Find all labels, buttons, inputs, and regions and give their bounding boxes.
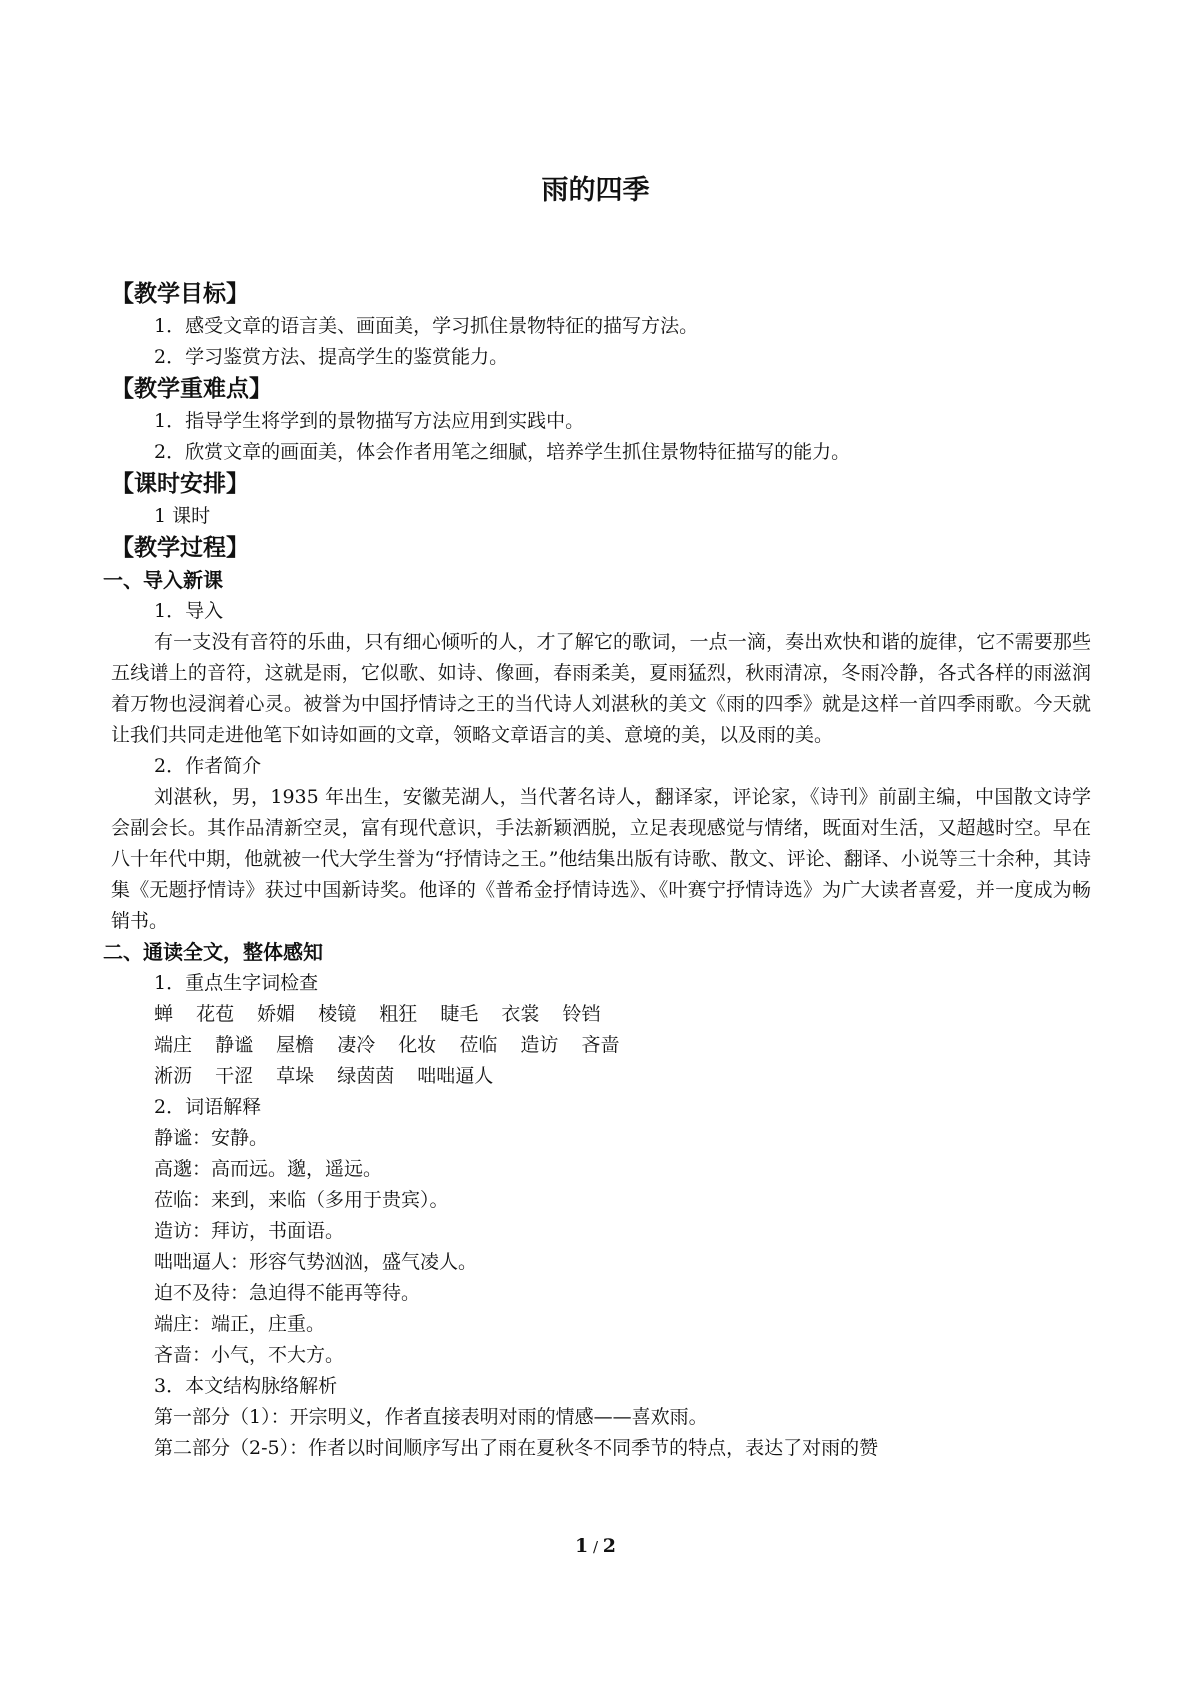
definition-item: 高邈：高而远。邈，遥远。 [154, 1158, 383, 1180]
vocab-word: 干涩 [215, 1065, 254, 1087]
intro-subheading: 1．导入 [154, 600, 224, 622]
vocab-word: 铃铛 [562, 1003, 601, 1025]
definition-item: 迫不及待：急迫得不能再等待。 [154, 1282, 421, 1304]
page-title: 雨的四季 [541, 175, 650, 206]
goals-heading: 【教学目标】 [111, 281, 249, 307]
vocab-word: 静谧 [215, 1034, 254, 1056]
goal-item: 1．感受文章的语言美、画面美，学习抓住景物特征的描写方法。 [154, 315, 699, 337]
word-row [111, 1030, 1091, 1061]
document-body [103, 278, 1091, 1464]
key-point-item: 2．欣赏文章的画面美，体会作者用笔之细腻，培养学生抓住景物特征描写的能力。 [154, 441, 851, 463]
structure-item: 第一部分（1）：开宗明义，作者直接表明对雨的情感——喜欢雨。 [154, 1406, 708, 1428]
word-row [111, 1061, 1091, 1092]
page-separator: / [588, 1538, 603, 1556]
vocab-word: 衣裳 [501, 1003, 540, 1025]
page-current: 1 [574, 1535, 589, 1557]
vocab-word: 咄咄逼人 [417, 1065, 494, 1087]
structure-subheading: 3．本文结构脉络解析 [154, 1375, 338, 1397]
part1-heading: 一、导入新课 [103, 568, 223, 592]
author-subheading: 2．作者简介 [154, 755, 262, 777]
goal-item: 2．学习鉴赏方法、提高学生的鉴赏能力。 [154, 346, 509, 368]
vocab-word: 棱镜 [318, 1003, 357, 1025]
definition-item: 端庄：端正，庄重。 [154, 1313, 326, 1335]
word-row [111, 999, 1091, 1030]
vocab-word: 娇媚 [257, 1003, 296, 1025]
vocab-word: 蝉 [154, 1003, 174, 1025]
vocab-word: 绿茵茵 [337, 1065, 395, 1087]
part2-heading: 二、通读全文，整体感知 [103, 940, 323, 964]
vocab-word: 端庄 [154, 1034, 193, 1056]
vocab-subheading: 1．重点生字词检查 [154, 972, 319, 994]
page-number [0, 1535, 1191, 1557]
vocab-word: 屋檐 [276, 1034, 315, 1056]
schedule-heading: 【课时安排】 [111, 471, 249, 497]
vocab-word: 草垛 [276, 1065, 315, 1087]
vocab-word: 粗狂 [379, 1003, 418, 1025]
definition-item: 造访：拜访，书面语。 [154, 1220, 345, 1242]
vocab-word: 花苞 [196, 1003, 235, 1025]
vocab-word: 淅沥 [154, 1065, 193, 1087]
vocab-word: 莅临 [459, 1034, 498, 1056]
definition-item: 静谧：安静。 [154, 1127, 269, 1149]
definition-item: 莅临：来到，来临（多用于贵宾）。 [154, 1189, 449, 1211]
process-heading: 【教学过程】 [111, 535, 249, 561]
definitions-subheading: 2．词语解释 [154, 1096, 262, 1118]
vocab-word: 吝啬 [581, 1034, 620, 1056]
vocab-word: 化妆 [398, 1034, 437, 1056]
author-paragraph: 刘湛秋，男，1935 年出生，安徽芜湖人，当代著名诗人，翻译家，评论家，《诗刊》前副主编，中国散文诗学会副会长。其作品清新空灵，富有现代意识，手法新颖洒脱，立足表现感觉与情绪，既面对生活，又超越时空。早在八十年代中期，他就被一代大学生誉为“抒情诗之王。”他结集出版有诗歌、散文、评论、翻译、小说等三十余种，其诗集《无题抒情诗》获过中国新诗奖。他译的《普希金抒情诗选》、《叶赛宁抒情诗选》为广大读者喜爱，并一度成为畅销书。 [111, 786, 1091, 932]
structure-item: 第二部分（2-5）：作者以时间顺序写出了雨在夏秋冬不同季节的特点，表达了对雨的赞 [154, 1437, 879, 1459]
vocab-word: 睫毛 [440, 1003, 479, 1025]
schedule-value: 1 课时 [154, 505, 211, 527]
vocab-word: 造访 [520, 1034, 559, 1056]
page-total: 2 [602, 1535, 617, 1557]
key-point-item: 1．指导学生将学到的景物描写方法应用到实践中。 [154, 410, 585, 432]
vocab-word: 凄冷 [337, 1034, 376, 1056]
key-points-heading: 【教学重难点】 [111, 376, 272, 402]
definition-item: 咄咄逼人：形容气势汹汹，盛气凌人。 [154, 1251, 478, 1273]
definition-item: 吝啬：小气，不大方。 [154, 1344, 345, 1366]
intro-paragraph: 有一支没有音符的乐曲，只有细心倾听的人，才了解它的歌词，一点一滴，奏出欢快和谐的旋律，它不需要那些五线谱上的音符，这就是雨，它似歌、如诗、像画，春雨柔美，夏雨猛烈，秋雨清凉，冬雨冷静，各式各样的雨滋润着万物也浸润着心灵。被誉为中国抒情诗之王的当代诗人刘湛秋的美文《雨的四季》就是这样一首四季雨歌。今天就让我们共同走进他笔下如诗如画的文章，领略文章语言的美、意境的美，以及雨的美。 [111, 631, 1091, 746]
